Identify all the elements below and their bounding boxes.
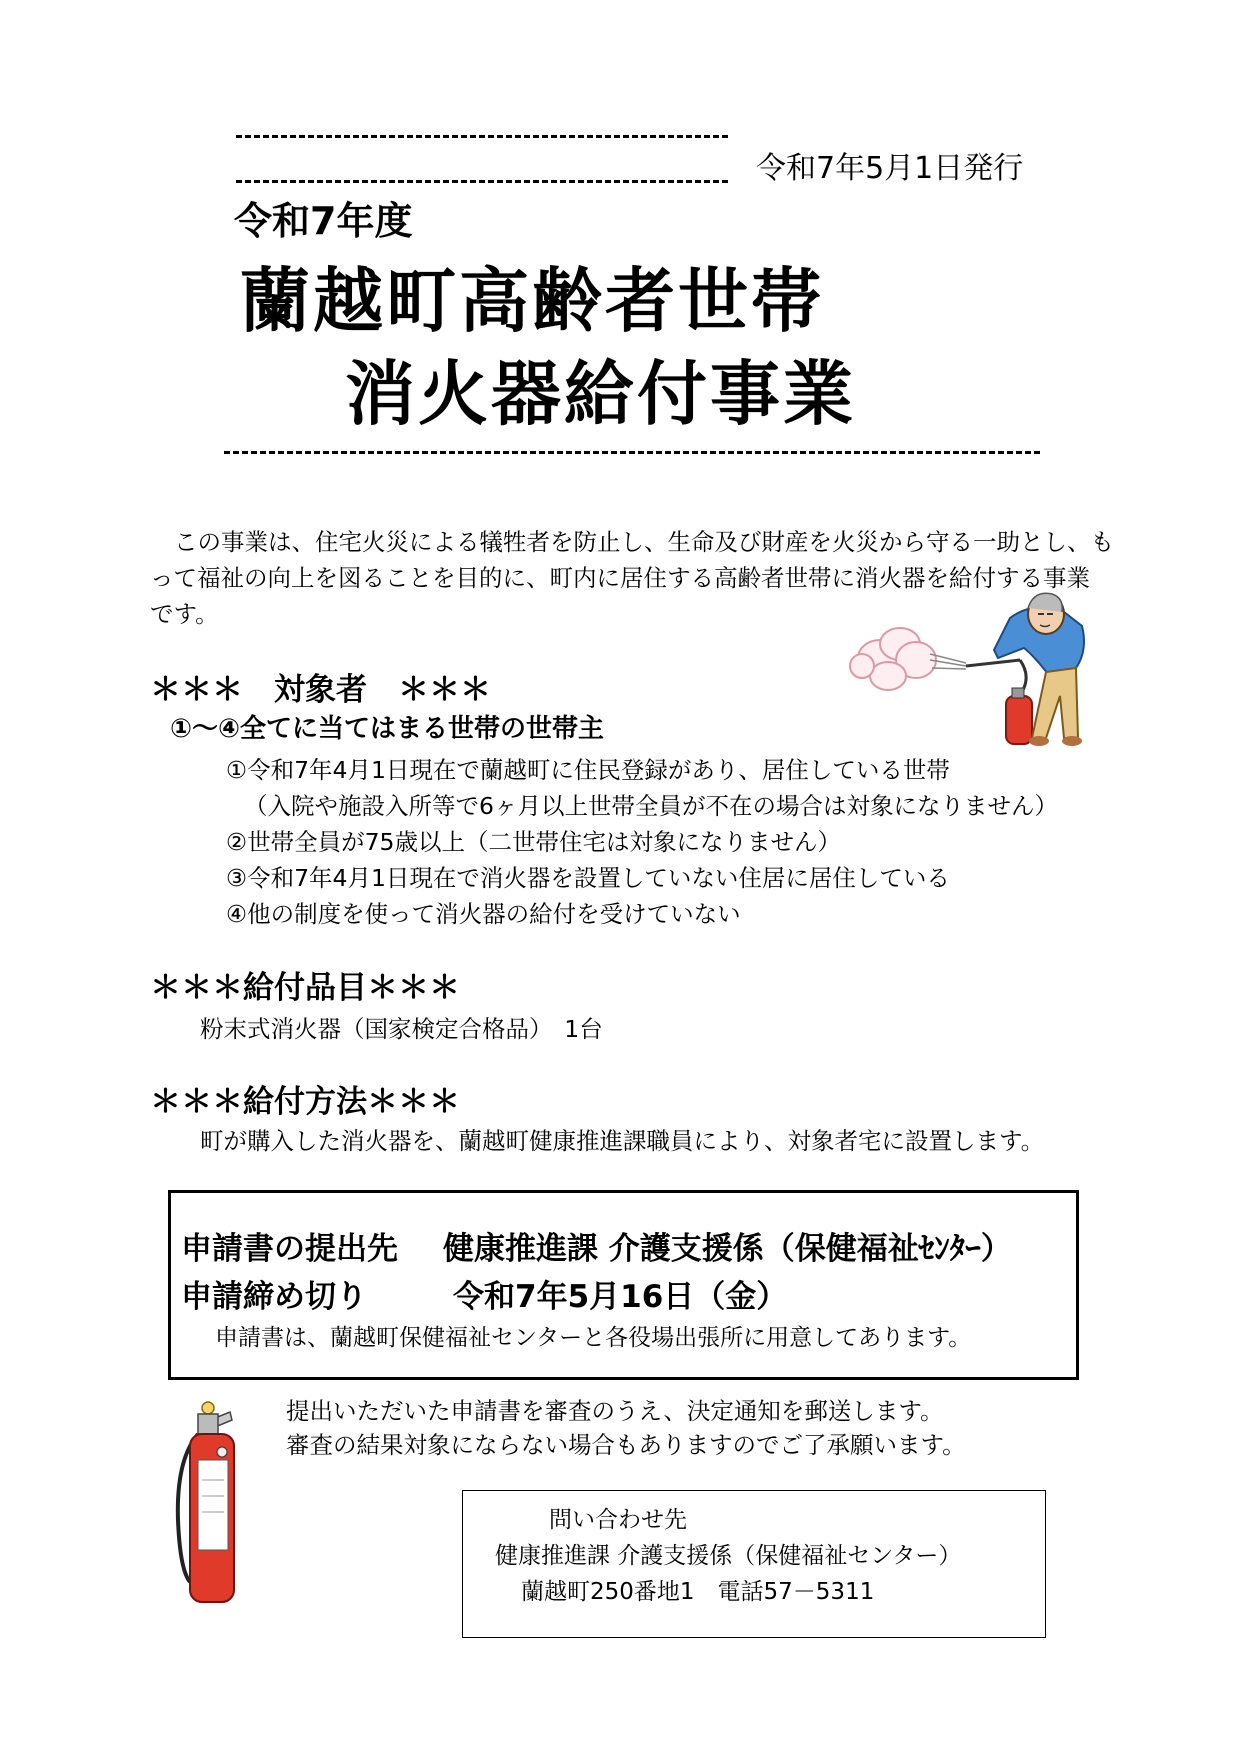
method-heading: ＊＊＊給付方法＊＊＊ bbox=[150, 1084, 460, 1120]
eligibility-subheading: ①～④全てに当てはまる世帯の世帯主 bbox=[170, 714, 605, 744]
intro-line: この事業は、住宅火災による犠牲者を防止し、生命及び財産を火災から守る一助とし、も bbox=[174, 528, 1114, 556]
submit-label: 申請書の提出先 bbox=[181, 1231, 398, 1267]
eligibility-item: （入院や施設入所等で6ヶ月以上世帯全員が不在の場合は対象になりません） bbox=[244, 792, 1058, 820]
eligibility-item: ③令和7年4月1日現在で消火器を設置していない住居に居住している bbox=[226, 864, 950, 892]
application-box bbox=[168, 1190, 1079, 1380]
page-title-line2: 消火器給付事業 bbox=[345, 353, 856, 435]
contact-box bbox=[462, 1490, 1046, 1638]
items-provided-line: 粉末式消火器（国家検定合格品） 1台 bbox=[200, 1015, 603, 1043]
header-dash-rule-top bbox=[236, 135, 728, 138]
contact-dept: 健康推進課 介護支援係（保健福祉センター） bbox=[495, 1543, 962, 1569]
eligibility-item: ④他の制度を使って消火器の給付を受けていない bbox=[226, 900, 741, 928]
items-provided-heading: ＊＊＊給付品目＊＊＊ bbox=[150, 970, 460, 1006]
spray-cloud-icon bbox=[850, 628, 936, 690]
method-line: 町が購入した消火器を、蘭越町健康推進課職員により、対象者宅に設置します。 bbox=[200, 1127, 1045, 1155]
issue-date: 令和7年5月1日発行 bbox=[756, 151, 1024, 186]
contact-heading: 問い合わせ先 bbox=[549, 1507, 687, 1533]
deadline-label: 申請締め切り bbox=[181, 1279, 367, 1315]
eligibility-item: ②世帯全員が75歳以上（二世帯住宅は対象になりません） bbox=[226, 828, 841, 856]
notice-line: 審査の結果対象にならない場合もありますのでご了承願います。 bbox=[286, 1431, 966, 1459]
eligibility-heading: ＊＊＊ 対象者 ＊＊＊ bbox=[150, 672, 491, 708]
intro-line: です。 bbox=[150, 600, 219, 628]
header-dash-rule-bottom bbox=[224, 451, 1040, 454]
header-dash-rule-middle bbox=[236, 180, 728, 183]
application-note: 申請書は、蘭越町保健福祉センターと各役場出張所に用意してあります。 bbox=[215, 1325, 972, 1351]
fire-extinguisher-illustration bbox=[168, 1400, 252, 1610]
eligibility-item: ①令和7年4月1日現在で蘭越町に住民登録があり、居住している世帯 bbox=[226, 756, 950, 784]
fiscal-year: 令和7年度 bbox=[234, 199, 413, 243]
deadline-value: 令和7年5月16日（金） bbox=[453, 1279, 788, 1315]
page-title-line1: 蘭越町高齢者世帯 bbox=[240, 260, 824, 342]
contact-address: 蘭越町250番地1 電話57－5311 bbox=[521, 1579, 875, 1605]
notice-line: 提出いただいた申請書を審査のうえ、決定通知を郵送します。 bbox=[286, 1397, 944, 1425]
submit-value: 健康推進課 介護支援係（保健福祉ｾﾝﾀｰ） bbox=[443, 1231, 1012, 1267]
elderly-man-using-extinguisher-illustration bbox=[838, 588, 1100, 750]
intro-line: って福祉の向上を図ることを目的に、町内に居住する高齢者世帯に消火器を給付する事業 bbox=[150, 564, 1090, 592]
